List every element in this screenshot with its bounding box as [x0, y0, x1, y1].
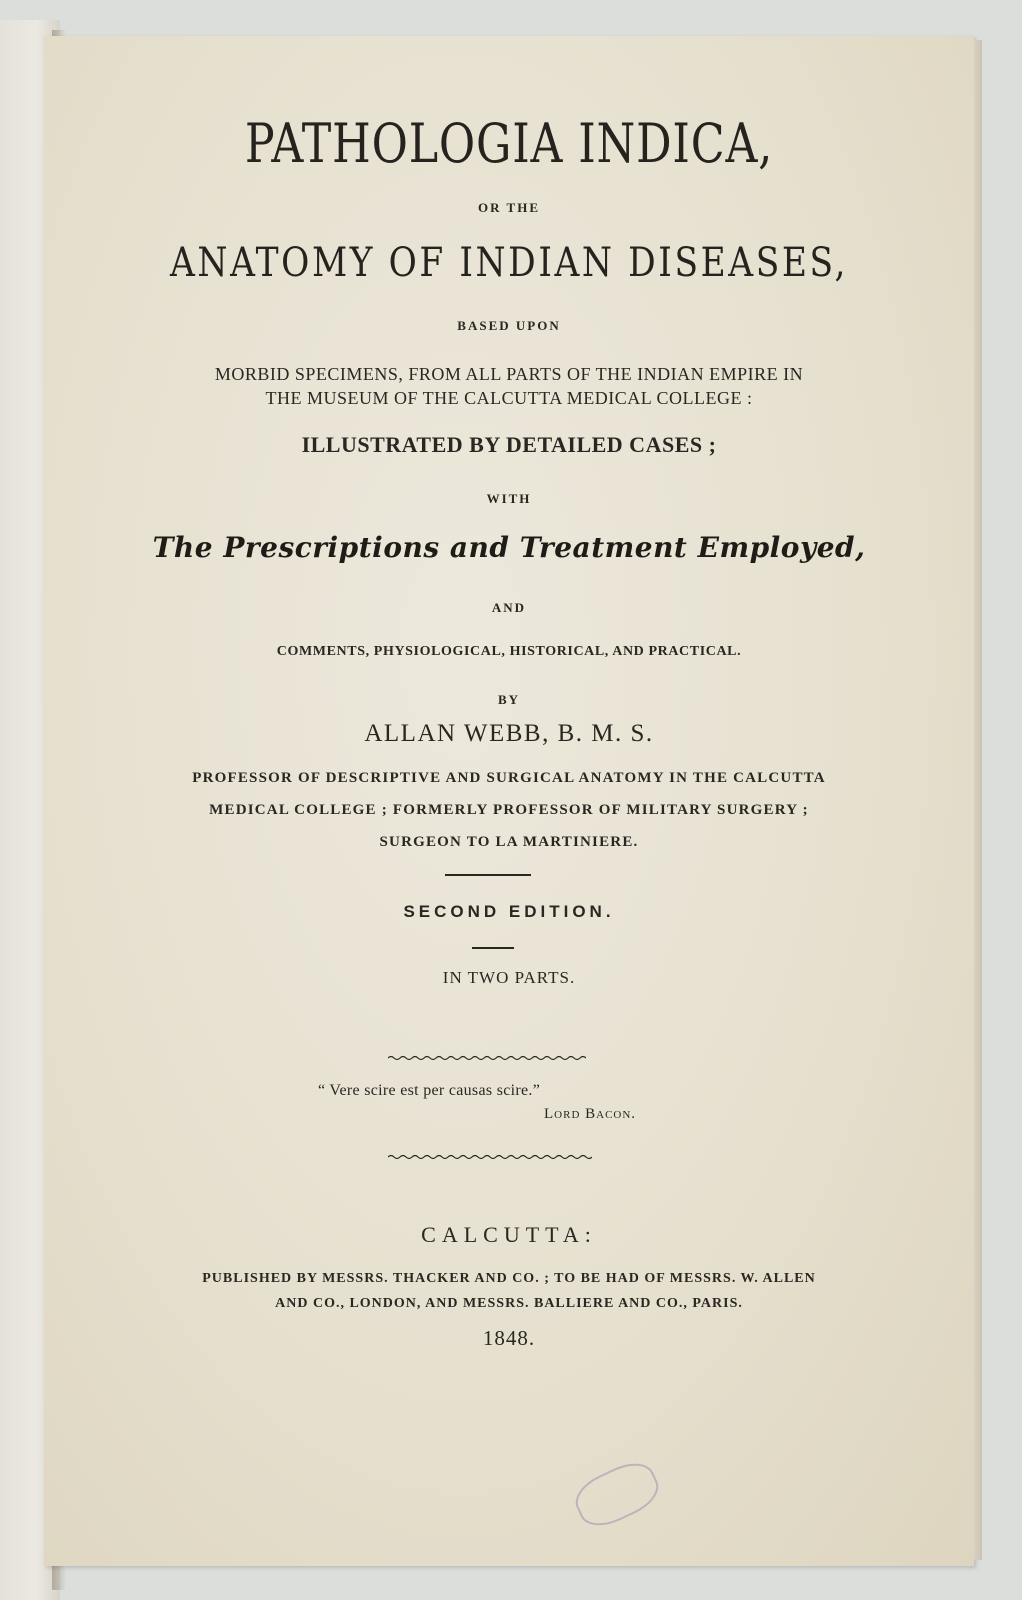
credentials-line-2: MEDICAL COLLEGE ; FORMERLY PROFESSOR OF MILITARY SURGERY ;: [209, 802, 809, 818]
comments-line: COMMENTS, PHYSIOLOGICAL, HISTORICAL, AND PRACTICAL.: [276, 644, 742, 659]
publisher-block: [44, 1266, 974, 1316]
parts-text: IN TWO PARTS.: [442, 968, 576, 987]
with-text: WITH: [486, 491, 532, 506]
or-the-text: OR THE: [478, 200, 540, 215]
book-title: PATHOLOGIA INDICA,: [244, 112, 774, 175]
publisher-line-1: PUBLISHED BY MESSRS. THACKER AND CO. ; TO BE HAD OF MESSRS. W. ALLEN: [202, 1271, 816, 1286]
divider-rule-1: [445, 874, 531, 876]
description-block: [44, 362, 974, 410]
publication-city: CALCUTTA:: [421, 1222, 597, 1247]
epigraph-quote: “ Vere scire est per causas scire.”: [318, 1082, 541, 1099]
divider-rule-2: [472, 947, 514, 949]
author-credentials: [44, 762, 974, 858]
description-line-1: MORBID SPECIMENS, FROM ALL PARTS OF THE INDIAN EMPIRE IN: [214, 364, 804, 384]
wavy-divider-top: [388, 1054, 586, 1062]
publication-year: 1848.: [482, 1326, 536, 1350]
based-upon-text: BASED UPON: [457, 318, 561, 333]
wavy-divider-bottom: [388, 1153, 592, 1161]
publisher-line-2: AND CO., LONDON, AND MESSRS. BALLIERE AND CO., PARIS.: [275, 1296, 743, 1311]
page-edge: [974, 40, 982, 1560]
book-subtitle: ANATOMY OF INDIAN DISEASES,: [170, 240, 848, 286]
by-text: BY: [497, 692, 521, 707]
prescriptions-line: The Prescriptions and Treatment Employed,: [152, 531, 866, 564]
and-text: AND: [491, 600, 527, 615]
credentials-line-3: SURGEON TO LA MARTINIERE.: [379, 834, 639, 850]
author-name: ALLAN WEBB, B. M. S.: [364, 720, 654, 747]
epigraph-author: Lord Bacon.: [544, 1106, 637, 1122]
description-line-2: THE MUSEUM OF THE CALCUTTA MEDICAL COLLEGE :: [265, 388, 753, 408]
credentials-line-1: PROFESSOR OF DESCRIPTIVE AND SURGICAL ANATOMY IN THE CALCUTTA: [192, 770, 826, 786]
edition-text: SECOND EDITION.: [403, 902, 615, 921]
illustrated-line: ILLUSTRATED BY DETAILED CASES ;: [301, 432, 717, 457]
